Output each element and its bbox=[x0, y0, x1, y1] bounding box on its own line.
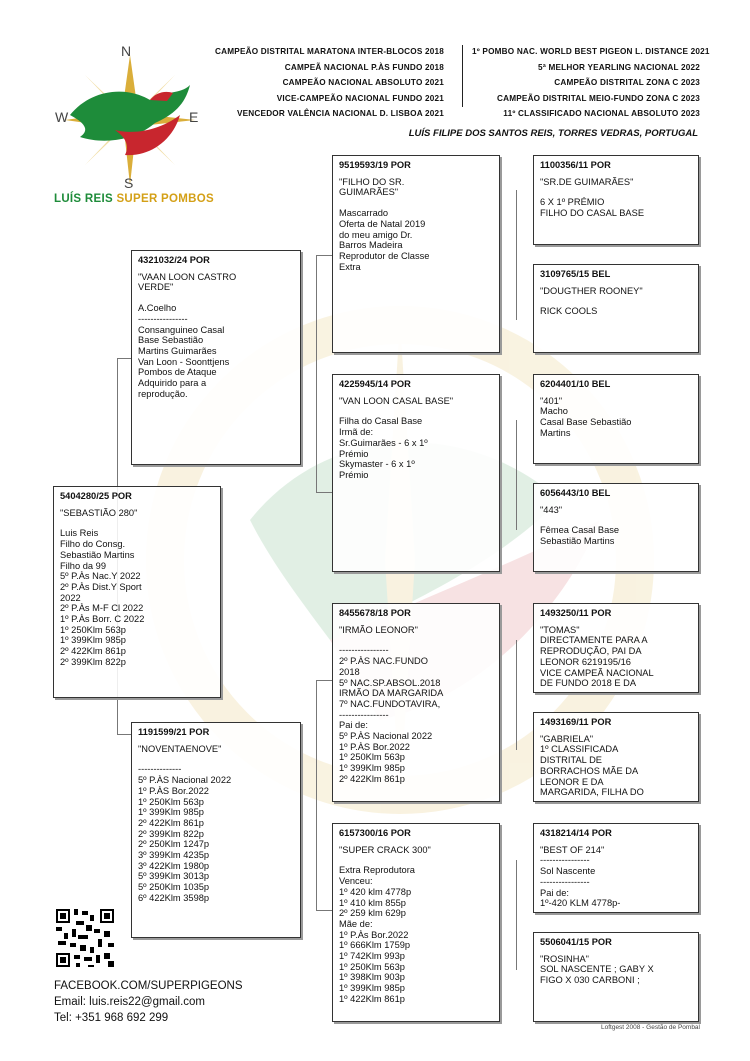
title-right-item: 11º CLASSIFICADO NACIONAL ABSOLUTO 2023 bbox=[503, 109, 700, 118]
ring-number: 4225945/14 POR bbox=[339, 379, 411, 389]
ring-number: 4321032/24 POR bbox=[138, 255, 210, 265]
connector-line bbox=[316, 255, 317, 492]
title-left-item: CAMPEÃO NACIONAL ABSOLUTO 2021 bbox=[282, 78, 444, 87]
phone-link[interactable]: Tel: +351 968 692 299 bbox=[54, 1012, 169, 1024]
pigeon-box-sss[interactable] bbox=[533, 155, 699, 245]
footer-credit: Loftgest 2008 - Gestão de Pombal bbox=[600, 1024, 700, 1031]
compass-s: S bbox=[124, 175, 134, 191]
pigeon-details: Macho Casal Base Sebastião Martins bbox=[540, 406, 632, 438]
title-left-item: VENCEDOR VALÊNCIA NACIONAL D. LISBOA 2021 bbox=[236, 109, 444, 118]
titles-left bbox=[215, 44, 444, 122]
ring-number: 5404280/25 POR bbox=[60, 491, 132, 501]
connector-line bbox=[316, 910, 332, 911]
pigeon-box-sire[interactable] bbox=[131, 250, 301, 465]
compass-dove-logo-icon bbox=[55, 45, 205, 195]
pigeon-box-dsd[interactable] bbox=[533, 712, 699, 802]
connector-line bbox=[516, 190, 517, 320]
connector-line bbox=[316, 680, 332, 681]
pigeon-details: Fêmea Casal Base Sebastião Martins bbox=[540, 525, 620, 547]
pigeon-name: "SR.DE GUIMARÃES" bbox=[540, 176, 634, 187]
pigeon-name: "SUPER CRACK 300" bbox=[339, 844, 431, 855]
pigeon-details: 1º CLASSIFICADA DISTRITAL DE BORRACHOS MÃE DA LEONOR E DA MARGARIDA, FILHA DO bbox=[540, 744, 644, 798]
pigeon-box-sds[interactable] bbox=[533, 374, 699, 464]
ring-number: 4318214/14 POR bbox=[540, 828, 612, 838]
connector-line bbox=[316, 680, 317, 910]
connector-line bbox=[316, 492, 332, 493]
brand-logo bbox=[55, 45, 205, 195]
titles-right bbox=[472, 44, 710, 122]
pigeon-box-sdd[interactable] bbox=[533, 483, 699, 572]
connector-line bbox=[117, 734, 131, 735]
pigeon-name: "VAN LOON CASAL BASE" bbox=[339, 395, 454, 406]
brand-name bbox=[54, 193, 214, 205]
title-left-item: CAMPEÃ NACIONAL P.ÀS FUNDO 2018 bbox=[284, 62, 444, 72]
owner-line: LUÍS FILIPE DOS SANTOS REIS, TORRES VEDRAS, PORTUGAL bbox=[408, 128, 698, 139]
pigeon-box-subject[interactable] bbox=[53, 486, 221, 698]
pigeon-name: "443" bbox=[540, 504, 563, 515]
pigeon-details: -------------- 5º P.ÀS Nacional 2022 1º P.ÀS Bor.2022 1º 250Klm 563p 1º 399Klm 985p 2º 422Klm 861p 2º 399Klm 822p 2º 250Klm 1247p 3º 399Klm 4235p 3º 422Klm 1980p 5º 399Klm 3013p 5º 250Klm 1035p 6º 422Klm 3598p bbox=[138, 764, 232, 903]
pigeon-details: ---------------- Sol Nascente ---------------- Pai de: 1º-420 KLM 4778p- bbox=[540, 855, 621, 909]
ring-number: 6056443/10 BEL bbox=[540, 488, 611, 498]
pigeon-name: "VAAN LOON CASTRO VERDE" bbox=[138, 271, 237, 293]
pigeon-box-sire-dam[interactable] bbox=[332, 374, 500, 572]
ring-number: 1100356/11 POR bbox=[540, 160, 611, 170]
qr-code-icon[interactable] bbox=[54, 907, 116, 969]
pigeon-name: "IRMÃO LEONOR" bbox=[339, 624, 418, 635]
connector-line bbox=[117, 358, 131, 359]
compass-e: E bbox=[189, 109, 199, 125]
titles-divider bbox=[462, 45, 463, 107]
pigeon-name: "FILHO DO SR. GUIMARÃES" bbox=[339, 176, 405, 198]
pigeon-details: Filha do Casal Base Irmã de: Sr.Guimarães - 6 x 1º Prémio Skymaster - 6 x 1º Prémio bbox=[339, 416, 428, 480]
pigeon-details: SOL NASCENTE ; GABY X FIGO X 030 CARBONI ; bbox=[540, 964, 654, 986]
title-right-item: 1º POMBO NAC. WORLD BEST PIGEON L. DISTANCE 2021 bbox=[472, 47, 710, 56]
title-right-item: CAMPEÃO DISTRITAL MEIO-FUNDO ZONA C 2023 bbox=[497, 93, 700, 103]
ring-number: 6157300/16 POR bbox=[339, 828, 411, 838]
connector-line bbox=[516, 860, 517, 970]
brand-name-part1: LUÍS REIS bbox=[54, 193, 113, 205]
ring-number: 3109765/15 BEL bbox=[540, 269, 611, 279]
pigeon-details: RICK COOLS bbox=[540, 306, 598, 317]
pigeon-name: "DOUGTHER ROONEY" bbox=[540, 285, 643, 296]
pigeon-name: "401" bbox=[540, 395, 563, 406]
compass-n: N bbox=[121, 43, 132, 59]
title-right-item: CAMPEÃO DISTRITAL ZONA C 2023 bbox=[554, 78, 700, 87]
email-link[interactable]: Email: luis.reis22@gmail.com bbox=[54, 996, 205, 1008]
ring-number: 9519593/19 POR bbox=[339, 160, 411, 170]
ring-number: 8455678/18 POR bbox=[339, 608, 411, 618]
pigeon-details: DIRECTAMENTE PARA A REPRODUÇÃO, PAI DA LEONOR 6219195/16 VICE CAMPEÃ NACIONAL DE FUNDO 2018 E DA bbox=[540, 635, 654, 689]
pigeon-name: "BEST OF 214" bbox=[540, 844, 605, 855]
pigeon-box-dam-dam[interactable] bbox=[332, 823, 500, 1022]
connector-line bbox=[516, 420, 517, 530]
ring-number: 1191599/21 POR bbox=[138, 727, 210, 737]
connector-line bbox=[316, 255, 332, 256]
ring-number: 6204401/10 BEL bbox=[540, 379, 611, 389]
pigeon-name: "GABRIELA" bbox=[540, 733, 594, 744]
pigeon-box-dds[interactable] bbox=[533, 823, 699, 913]
pigeon-name: "ROSINHA" bbox=[540, 953, 589, 964]
pigeon-box-ssd[interactable] bbox=[533, 264, 699, 353]
pigeon-box-sire-sire[interactable] bbox=[332, 155, 500, 353]
pigeon-name: "TOMAS" bbox=[540, 624, 580, 635]
ring-number: 1493169/11 POR bbox=[540, 717, 612, 727]
ring-number: 1493250/11 POR bbox=[540, 608, 612, 618]
title-right-item: 5ª MELHOR YEARLING NACIONAL 2022 bbox=[538, 62, 700, 72]
facebook-link[interactable]: FACEBOOK.COM/SUPERPIGEONS bbox=[54, 980, 243, 992]
title-left-item: CAMPEÃO DISTRITAL MARATONA INTER-BLOCOS 2018 bbox=[215, 47, 444, 56]
pigeon-details: 6 X 1º PRÉMIO FILHO DO CASAL BASE bbox=[540, 197, 645, 219]
pigeon-details: Mascarrado Oferta de Natal 2019 do meu amigo Dr. Barros Madeira Reprodutor de Classe Extra bbox=[339, 208, 430, 272]
pigeon-box-dam-sire[interactable] bbox=[332, 603, 500, 802]
pigeon-details: ---------------- 2º P.ÀS NAC.FUNDO 2018 5º NAC.SP.ABSOL.2018 IRMÃO DA MARGARIDA 7º NAC.FUNDOTAVIRA, ---------------- Pai de: 5º P.ÀS Nacional 2022 1º P.ÀS Bor.2022 1º 250Klm 563p 1º 399Klm 985p 2º 422Klm 861p bbox=[339, 645, 444, 784]
ring-number: 5506041/15 POR bbox=[540, 937, 612, 947]
pigeon-name: "SEBASTIÃO 280" bbox=[60, 507, 138, 518]
connector-line bbox=[516, 640, 517, 750]
pigeon-box-ddd[interactable] bbox=[533, 932, 699, 1022]
pigeon-box-dam[interactable] bbox=[131, 722, 301, 938]
compass-w: W bbox=[55, 109, 69, 125]
pigeon-box-dss[interactable] bbox=[533, 603, 699, 693]
pigeon-name: "NOVENTAENOVE" bbox=[138, 743, 222, 754]
pigeon-details: Extra Reprodutora Venceu: 1º 420 klm 4778p 1º 410 klm 855p 2º 259 klm 629p Mãe de: 1º P.Às Bor.2022 1º 666Klm 1759p 1º 742Klm 993p 1º 250Klm 563p 1º 398Klm 903p 1º 399Klm 985p 1º 422Klm 861p bbox=[339, 865, 415, 1004]
title-left-item: VICE-CAMPEÃO NACIONAL FUNDO 2021 bbox=[276, 93, 444, 103]
brand-name-part2: SUPER POMBOS bbox=[116, 193, 214, 205]
pigeon-details: A.Coelho ---------------- Consanguineo Casal Base Sebastião Martins Guimarães Van Loon - Soonttjens Pombos de Ataque Adquirido para a reprodução. bbox=[138, 303, 230, 399]
pigeon-details: Luis Reis Filho do Consg. Sebastião Martins Filho da 99 5º P.Às Nac.Y 2022 2º P.Às Dist.Y Sport 2022 2º P.Às M-F Cl 2022 1º P.Às Borr. C 2022 1º 250Klm 563p 1º 399Klm 985p 2º 422Klm 861p 2º 399Klm 822p bbox=[60, 528, 145, 667]
